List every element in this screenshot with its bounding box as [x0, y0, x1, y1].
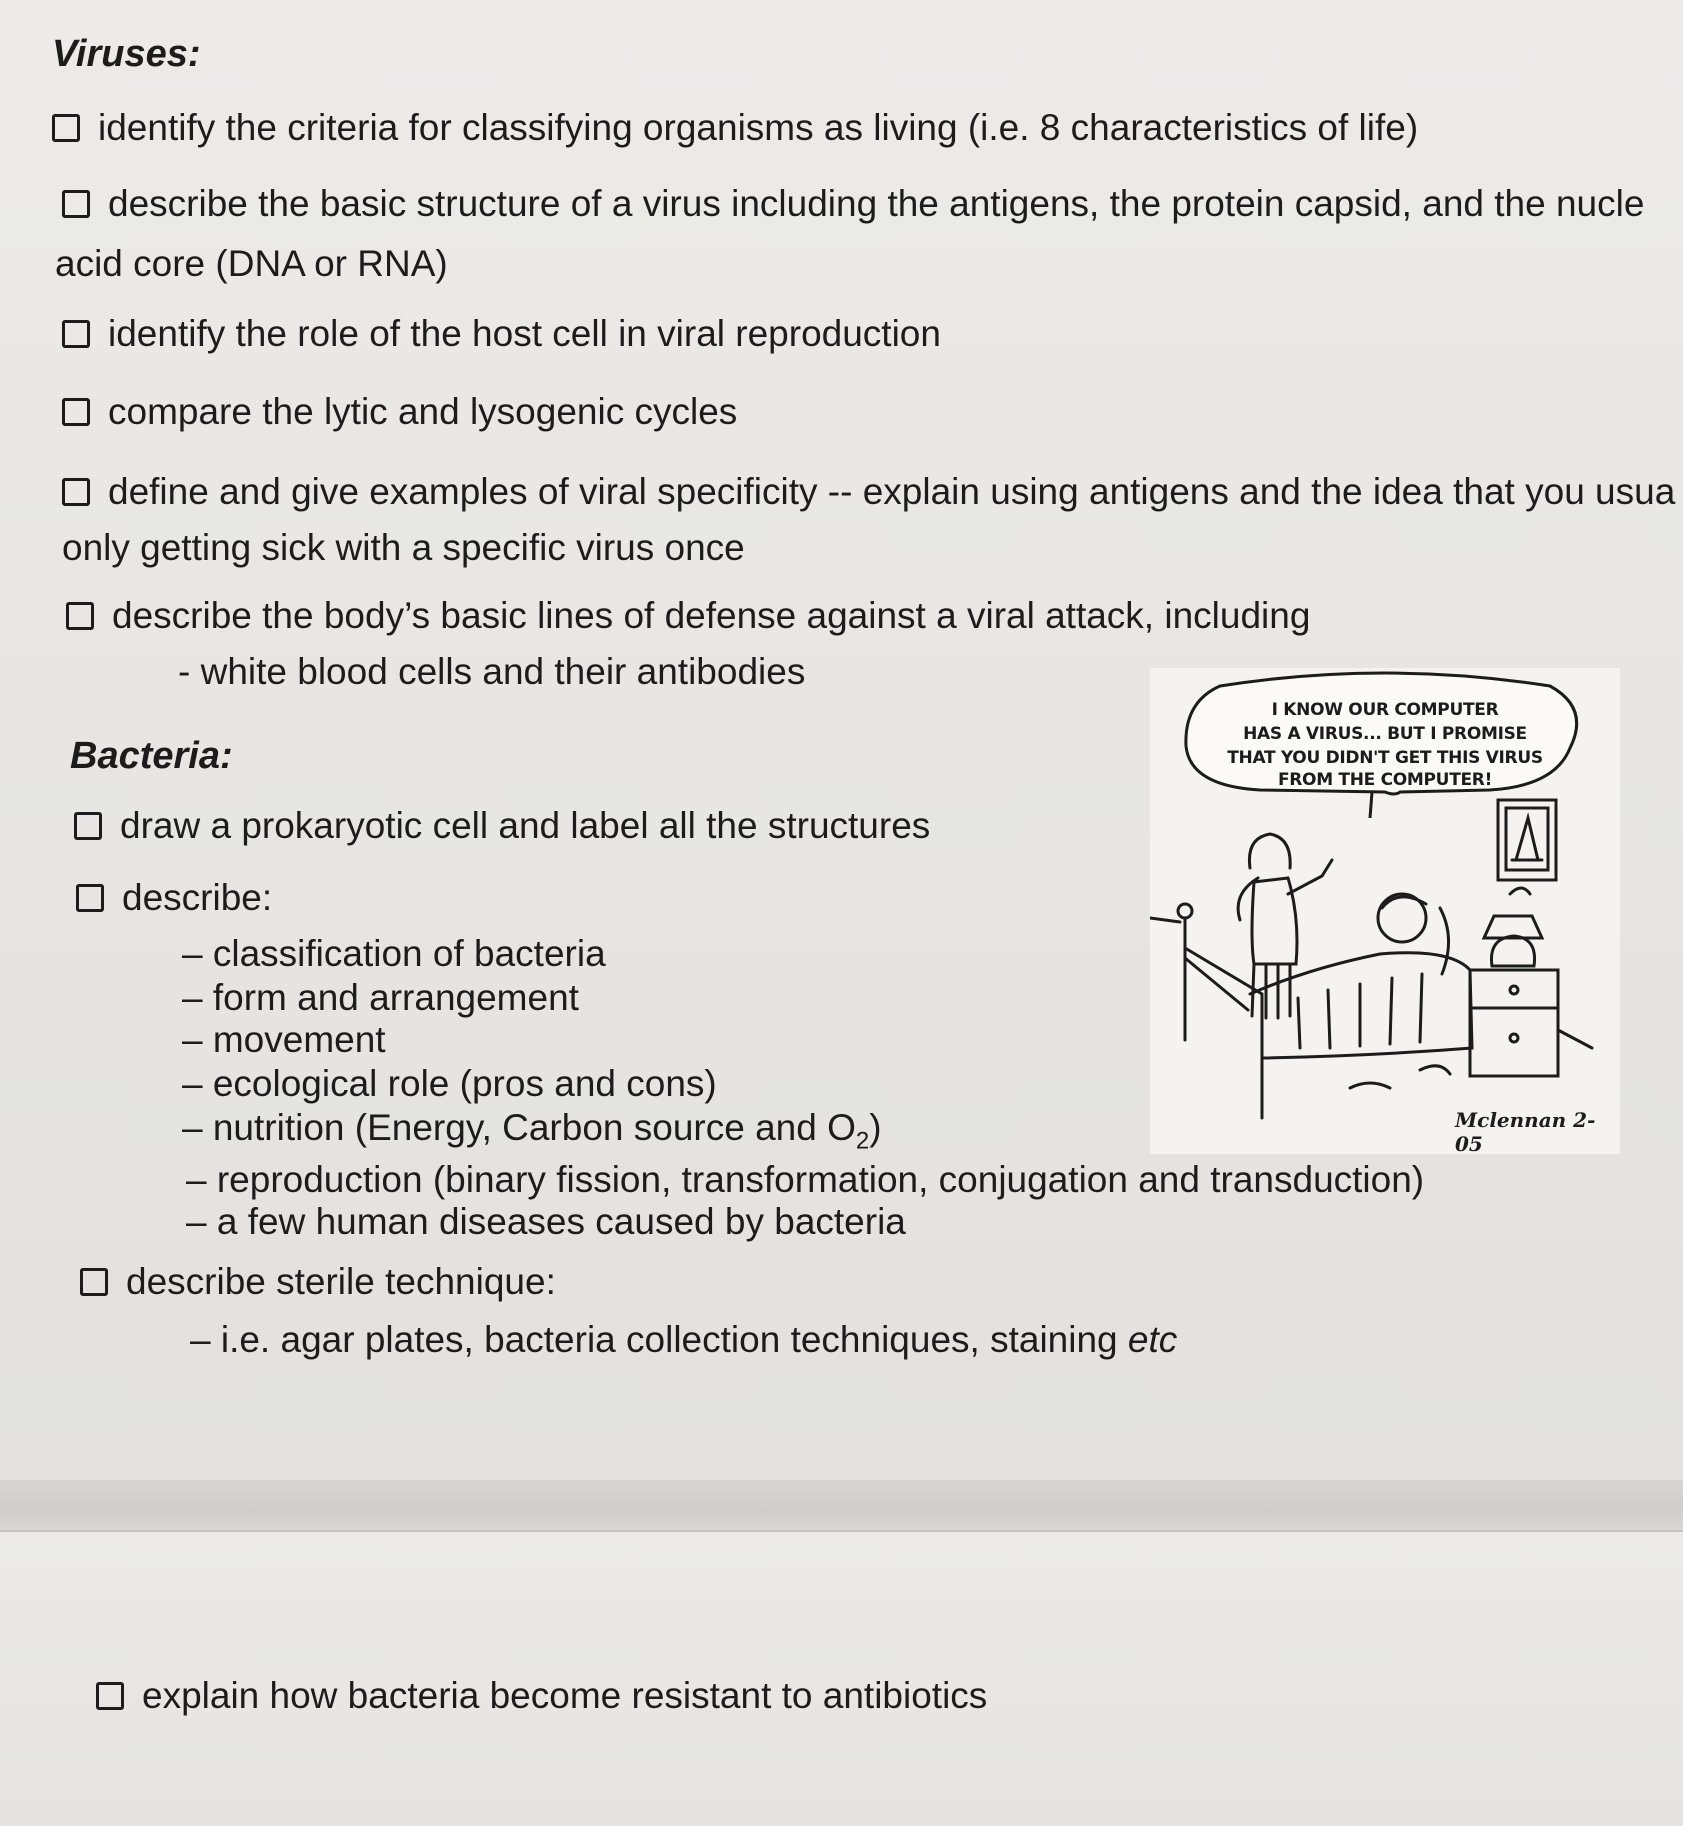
- checkbox-icon[interactable]: [74, 812, 102, 840]
- bubble-line-1: I KNOW OUR COMPUTER: [1271, 700, 1499, 720]
- checklist-item: draw a prokaryotic cell and label all the structures: [74, 804, 930, 848]
- checkbox-icon[interactable]: [76, 884, 104, 912]
- subscript-2: 2: [855, 1127, 870, 1155]
- sub-item: - white blood cells and their antibodies: [178, 651, 806, 692]
- checklist-item: identify the criteria for classifying organisms as living (i.e. 8 characteristics of life): [52, 106, 1418, 150]
- sub-item: – reproduction (binary fission, transformation, conjugation and transduction): [186, 1159, 1425, 1200]
- cartoon-illustration: [1150, 668, 1620, 1154]
- checkbox-icon[interactable]: [62, 190, 90, 218]
- sub-item: – movement: [182, 1019, 386, 1060]
- bedroom-scene-icon: [1150, 798, 1620, 1128]
- checkbox-icon[interactable]: [62, 320, 90, 348]
- bacteria-heading: Bacteria:: [70, 735, 233, 777]
- checkbox-icon[interactable]: [62, 398, 90, 426]
- checklist-item: define and give examples of viral specificity -- explain using antigens and the idea that you usua: [62, 470, 1675, 514]
- cartoon-signature: Mclennan 2-05: [1455, 1108, 1596, 1156]
- sub-item: – classification of bacteria: [182, 933, 606, 974]
- bubble-line-2: HAS A VIRUS... BUT I PROMISE: [1243, 724, 1527, 744]
- sub-item: – i.e. agar plates, bacteria collection techniques, staining etc: [190, 1319, 1178, 1360]
- checklist-item-continuation: only getting sick with a specific virus once: [62, 527, 745, 568]
- checkbox-icon[interactable]: [52, 114, 80, 142]
- checklist-item-continuation: acid core (DNA or RNA): [55, 243, 448, 284]
- checklist-item: explain how bacteria become resistant to antibiotics: [96, 1674, 987, 1718]
- page-divider: [0, 1480, 1683, 1532]
- checkbox-icon[interactable]: [96, 1682, 124, 1710]
- bubble-line-4: FROM THE COMPUTER!: [1277, 770, 1493, 790]
- checklist-item: describe the basic structure of a virus including the antigens, the protein capsid, and the nucle: [62, 182, 1644, 226]
- checkbox-icon[interactable]: [62, 478, 90, 506]
- checklist-item: describe the body’s basic lines of defense against a viral attack, including: [66, 594, 1310, 638]
- worksheet-page-2: [0, 1532, 1683, 1826]
- sub-item: – nutrition (Energy, Carbon source and $O_2$): [182, 1107, 882, 1155]
- bubble-line-3: THAT YOU DIDN'T GET THIS VIRUS: [1227, 748, 1543, 768]
- checklist-item: describe:: [76, 876, 272, 920]
- checklist-item: compare the lytic and lysogenic cycles: [62, 390, 737, 434]
- checkbox-icon[interactable]: [80, 1268, 108, 1296]
- viruses-heading: Viruses:: [52, 33, 201, 75]
- checkbox-icon[interactable]: [66, 602, 94, 630]
- sub-item: – ecological role (pros and cons): [182, 1063, 717, 1104]
- sub-item: – a few human diseases caused by bacteria: [186, 1201, 906, 1242]
- checklist-item: describe sterile technique:: [80, 1260, 556, 1304]
- checklist-item: identify the role of the host cell in viral reproduction: [62, 312, 941, 356]
- sub-item: – form and arrangement: [182, 977, 579, 1018]
